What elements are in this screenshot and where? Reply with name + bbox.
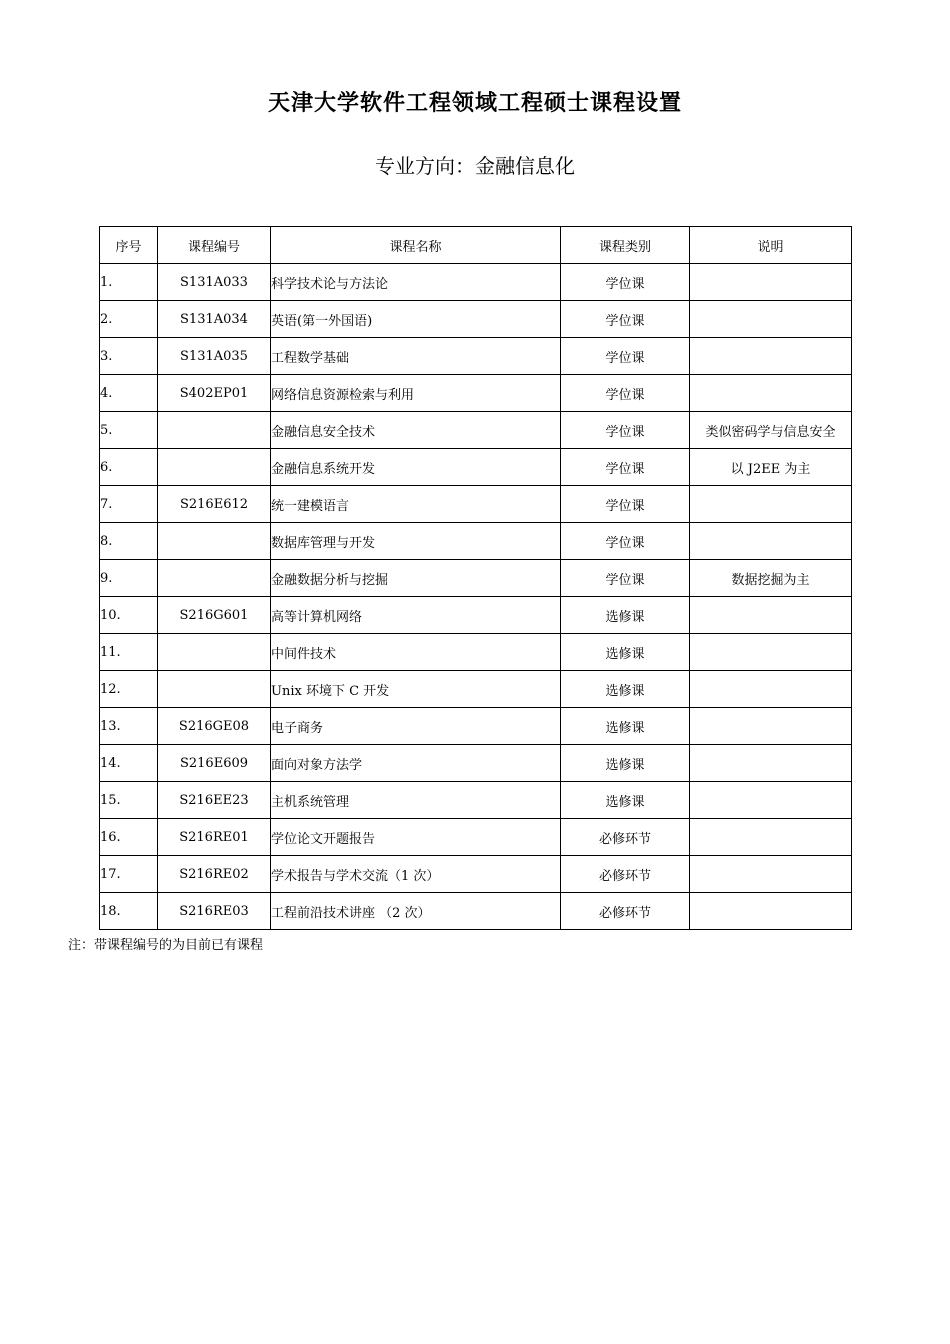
course-type: 选修课 xyxy=(561,782,690,819)
course-name: 高等计算机网络 xyxy=(271,597,561,634)
course-name: 金融信息系统开发 xyxy=(271,449,561,486)
course-code: S216RE03 xyxy=(158,893,271,930)
course-type: 选修课 xyxy=(561,708,690,745)
course-type: 学位课 xyxy=(561,449,690,486)
course-code: S216EE23 xyxy=(158,782,271,819)
course-name: 中间件技术 xyxy=(271,634,561,671)
course-name: 面向对象方法学 xyxy=(271,745,561,782)
course-name: 英语(第一外国语) xyxy=(271,301,561,338)
course-code: S216RE01 xyxy=(158,819,271,856)
course-code: S131A034 xyxy=(158,301,271,338)
header-course-name: 课程名称 xyxy=(271,227,561,264)
header-note: 说明 xyxy=(690,227,852,264)
subtitle: 专业方向：金融信息化 xyxy=(375,154,575,178)
table-row xyxy=(100,560,852,597)
course-name: 金融信息安全技术 xyxy=(271,412,561,449)
course-note xyxy=(690,301,852,338)
course-name: 工程数学基础 xyxy=(271,338,561,375)
row-index: 8. xyxy=(100,523,158,560)
table-row xyxy=(100,893,852,930)
course-note xyxy=(690,893,852,930)
course-name: Unix 环境下 C 开发 xyxy=(271,671,561,708)
course-type: 学位课 xyxy=(561,523,690,560)
course-code: S131A035 xyxy=(158,338,271,375)
course-table xyxy=(99,226,852,930)
course-name: 工程前沿技术讲座 （2 次） xyxy=(271,893,561,930)
table-row xyxy=(100,412,852,449)
course-type: 必修环节 xyxy=(561,893,690,930)
course-code xyxy=(158,560,271,597)
course-note xyxy=(690,819,852,856)
course-code: S216G601 xyxy=(158,597,271,634)
course-type: 学位课 xyxy=(561,301,690,338)
row-index: 3. xyxy=(100,338,158,375)
table-row xyxy=(100,745,852,782)
course-note: 类似密码学与信息安全 xyxy=(690,412,852,449)
table-header-row xyxy=(100,227,852,264)
course-type: 学位课 xyxy=(561,264,690,301)
row-index: 2. xyxy=(100,301,158,338)
table-row xyxy=(100,782,852,819)
course-note xyxy=(690,597,852,634)
course-name: 网络信息资源检索与利用 xyxy=(271,375,561,412)
course-name: 金融数据分析与挖掘 xyxy=(271,560,561,597)
course-code: S216RE02 xyxy=(158,856,271,893)
course-type: 选修课 xyxy=(561,597,690,634)
course-name: 电子商务 xyxy=(271,708,561,745)
row-index: 10. xyxy=(100,597,158,634)
row-index: 9. xyxy=(100,560,158,597)
row-index: 16. xyxy=(100,819,158,856)
row-index: 17. xyxy=(100,856,158,893)
course-name: 统一建模语言 xyxy=(271,486,561,523)
table-row xyxy=(100,486,852,523)
course-type: 学位课 xyxy=(561,412,690,449)
course-note xyxy=(690,523,852,560)
course-code: S402EP01 xyxy=(158,375,271,412)
course-code: S216E609 xyxy=(158,745,271,782)
row-index: 18. xyxy=(100,893,158,930)
table-row xyxy=(100,634,852,671)
course-note xyxy=(690,338,852,375)
course-note xyxy=(690,486,852,523)
row-index: 14. xyxy=(100,745,158,782)
course-code: S131A033 xyxy=(158,264,271,301)
course-type: 学位课 xyxy=(561,560,690,597)
course-name: 学术报告与学术交流（1 次） xyxy=(271,856,561,893)
table-row xyxy=(100,856,852,893)
row-index: 11. xyxy=(100,634,158,671)
course-note xyxy=(690,745,852,782)
course-type: 必修环节 xyxy=(561,819,690,856)
course-code: S216GE08 xyxy=(158,708,271,745)
table-row xyxy=(100,449,852,486)
footnote: 注：带课程编号的为目前已有课程 xyxy=(68,938,264,953)
header-course-type: 课程类别 xyxy=(561,227,690,264)
table-row xyxy=(100,523,852,560)
course-code xyxy=(158,671,271,708)
course-note xyxy=(690,264,852,301)
course-type: 必修环节 xyxy=(561,856,690,893)
course-note xyxy=(690,375,852,412)
course-note xyxy=(690,708,852,745)
course-type: 学位课 xyxy=(561,486,690,523)
course-name: 学位论文开题报告 xyxy=(271,819,561,856)
table-row xyxy=(100,375,852,412)
row-index: 12. xyxy=(100,671,158,708)
table-row xyxy=(100,708,852,745)
course-note: 以 J2EE 为主 xyxy=(690,449,852,486)
course-code xyxy=(158,634,271,671)
row-index: 13. xyxy=(100,708,158,745)
table-row xyxy=(100,819,852,856)
course-code xyxy=(158,412,271,449)
course-note xyxy=(690,671,852,708)
course-name: 科学技术论与方法论 xyxy=(271,264,561,301)
course-note xyxy=(690,634,852,671)
row-index: 15. xyxy=(100,782,158,819)
row-index: 7. xyxy=(100,486,158,523)
course-type: 学位课 xyxy=(561,375,690,412)
course-note xyxy=(690,856,852,893)
course-note: 数据挖掘为主 xyxy=(690,560,852,597)
row-index: 5. xyxy=(100,412,158,449)
course-code xyxy=(158,523,271,560)
table-row xyxy=(100,671,852,708)
course-name: 主机系统管理 xyxy=(271,782,561,819)
course-type: 学位课 xyxy=(561,338,690,375)
course-note xyxy=(690,782,852,819)
header-index: 序号 xyxy=(100,227,158,264)
course-type: 选修课 xyxy=(561,671,690,708)
table-row xyxy=(100,597,852,634)
table-body xyxy=(100,264,852,930)
header-course-code: 课程编号 xyxy=(158,227,271,264)
course-code xyxy=(158,449,271,486)
course-type: 选修课 xyxy=(561,745,690,782)
page-title: 天津大学软件工程领域工程硕士课程设置 xyxy=(267,91,682,116)
row-index: 1. xyxy=(100,264,158,301)
course-code: S216E612 xyxy=(158,486,271,523)
course-type: 选修课 xyxy=(561,634,690,671)
row-index: 4. xyxy=(100,375,158,412)
course-name: 数据库管理与开发 xyxy=(271,523,561,560)
row-index: 6. xyxy=(100,449,158,486)
table-row xyxy=(100,301,852,338)
table-row xyxy=(100,264,852,301)
table-row xyxy=(100,338,852,375)
